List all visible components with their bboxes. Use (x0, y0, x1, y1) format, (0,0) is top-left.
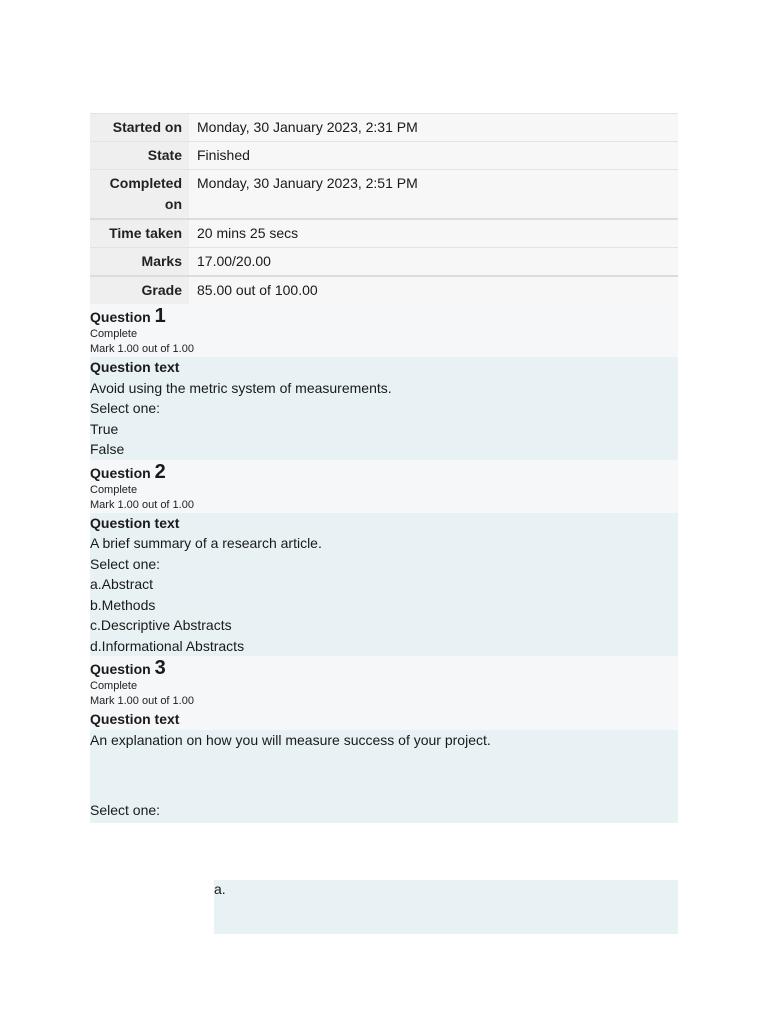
answer-option-label: a. (214, 881, 226, 897)
question-text: A brief summary of a research article. (90, 535, 322, 551)
answer-option-a[interactable] (214, 880, 678, 934)
summary-row-state (90, 142, 678, 170)
question-prefix: Question (90, 309, 151, 325)
summary-row-grade (90, 276, 678, 304)
question-mark: Mark 1.00 out of 1.00 (90, 343, 194, 355)
question-3-content (90, 709, 678, 823)
select-one-label: Select one: (90, 555, 161, 572)
question-2-info (90, 460, 678, 513)
question-mark: Mark 1.00 out of 1.00 (90, 695, 194, 707)
answer-option[interactable]: a.Abstract (90, 576, 154, 592)
summary-value: Finished (189, 142, 678, 170)
question-number: 2 (154, 460, 166, 483)
question-text-label: Question text (90, 513, 678, 534)
summary-value: 20 mins 25 secs (189, 219, 678, 248)
summary-label: Grade (90, 276, 189, 304)
question-status: Complete (90, 483, 138, 496)
summary-row-completed (90, 170, 678, 220)
summary-label: Started on (90, 114, 189, 142)
summary-value: Monday, 30 January 2023, 2:31 PM (189, 114, 678, 142)
select-one-label: Select one: (90, 801, 161, 818)
question-prefix: Question (90, 661, 151, 677)
question-1-info (90, 304, 678, 357)
question-2-content (90, 513, 678, 657)
summary-row-time-taken (90, 219, 678, 248)
question-mark: Mark 1.00 out of 1.00 (90, 498, 194, 511)
summary-row-marks (90, 248, 678, 277)
answer-option[interactable]: d.Informational Abstracts (90, 637, 245, 654)
quiz-review (90, 113, 678, 823)
summary-value: Monday, 30 January 2023, 2:51 PM (189, 170, 678, 220)
summary-value: 17.00/20.00 (189, 248, 678, 277)
question-status: Complete (90, 328, 138, 340)
summary-value: 85.00 out of 100.00 (189, 276, 678, 304)
question-status: Complete (90, 680, 138, 692)
answer-option[interactable]: c.Descriptive Abstracts (90, 617, 232, 633)
summary-label: Time taken (90, 219, 189, 248)
summary-label: Marks (90, 248, 189, 277)
answer-option[interactable]: False (90, 441, 125, 457)
question-1-content (90, 357, 678, 460)
question-heading (90, 462, 678, 483)
summary-label: State (90, 142, 189, 170)
question-text: Avoid using the metric system of measurements. (90, 379, 392, 396)
summary-row-started (90, 114, 678, 142)
question-text-label: Question text (90, 357, 678, 378)
question-heading (90, 658, 678, 679)
answer-option[interactable]: b.Methods (90, 596, 156, 613)
question-text: An explanation on how you will measure success of your project. (90, 731, 491, 748)
question-prefix: Question (90, 464, 151, 481)
summary-label: Completed on (90, 170, 189, 220)
question-number: 3 (154, 657, 166, 679)
question-number: 1 (154, 305, 166, 327)
select-one-label: Select one: (90, 400, 161, 416)
question-3-info (90, 656, 678, 709)
answer-option[interactable]: True (90, 420, 119, 437)
question-text-label: Question text (90, 709, 678, 730)
question-heading (90, 306, 678, 327)
attempt-summary-table (90, 113, 678, 304)
